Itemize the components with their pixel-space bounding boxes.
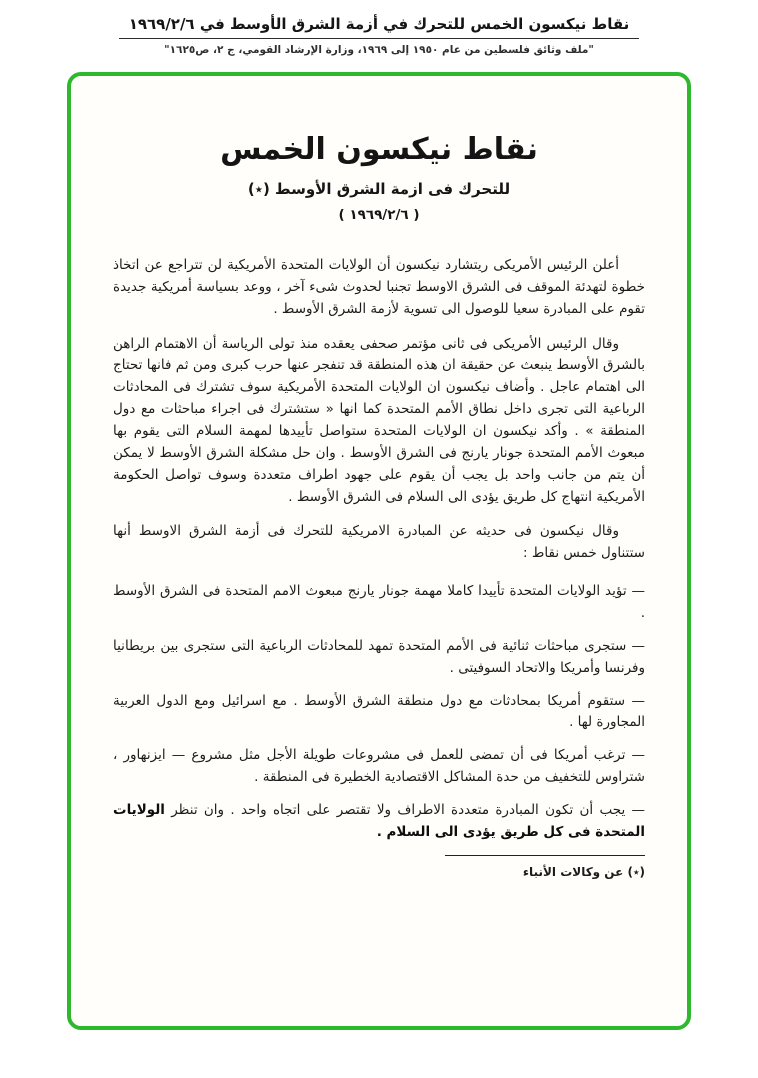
- document-title: نقاط نيكسون الخمس: [220, 132, 538, 167]
- document-frame: [67, 72, 691, 1030]
- document-date: ( ١٩٦٩/٢/٦ ): [338, 207, 420, 223]
- footnote-separator-line: [445, 855, 645, 856]
- closing-bold-line: الولايات المتحدة فى كل طريق يؤدى الى السلام .: [113, 802, 645, 840]
- point-item-1: — تؤيد الولايات المتحدة تأييدا كاملا مهمة جونار يارنج مبعوث الامم المتحدة فى الشرق الأوسط .: [113, 583, 645, 622]
- footnote: [113, 855, 645, 882]
- paragraph-press-conference: وقال الرئيس الأمريكى فى ثانى مؤتمر صحفى يعقده منذ تولى الرياسة أن الاهتمام الراهن بالشرق الأوسط ينبعث عن حقيقة ان هذه المنطقة قد تنفجر عنها حرب كبرى ومن ثم فانها تحتاج الى اهتمام عاجل . وأضاف نيكسون ان الولايات المتحدة الأمريكية سوف تشترك فى المحادثات الرباعية التى تجرى داخل نطاق الأمم المتحدة كما انها « ستشترك فى اجراء مباحثات مع دول المنطقة » . وأكد نيكسون ان الولايات المتحدة ستواصل تأييدها لمهمة السلام التى يقوم بها مبعوث الأمم المتحدة جونار يارنج فى الشرق الأوسط . وان حل مشكلة الشرق الأوسط لا يمكن أن يتم من جانب واحد بل يجب أن يقوم على جهود اطراف متعددة وسوف تواصل الحكومة الأمريكية انتهاج كل طريق يؤدى الى السلام فى الشرق الأوسط .: [113, 335, 645, 505]
- page-header-citation: "ملف وثائق فلسطين من عام ١٩٥٠ إلى ١٩٦٩، وزارة الإرشاد القومي، ج ٢، ص١٦٢٥": [164, 44, 594, 56]
- point-item-2: — ستجرى مباحثات ثنائية فى الأمم المتحدة تمهد للمحادثات الرباعية التى ستجرى بين بريطانيا وفرنسا وأمريكا والاتحاد السوفيتى .: [113, 637, 645, 676]
- point-item-5-text: — يجب أن تكون المبادرة متعددة الاطراف ولا تقتصر على اتجاه واحد . وان تنظر: [171, 802, 645, 819]
- page-header-title: نقاط نيكسون الخمس للتحرك في أزمة الشرق الأوسط في ١٩٦٩/٢/٦: [119, 15, 640, 39]
- page-header: [0, 0, 758, 56]
- document-body: [113, 255, 645, 882]
- footnote-text: (٭) عن وكالات الأنباء: [522, 864, 645, 879]
- point-item-3: — ستقوم أمريكا بمحادثات مع دول منطقة الشرق الأوسط . مع اسرائيل ومع الدول العربية المجاورة لها .: [113, 692, 645, 731]
- paragraph-five-points-lead: وقال نيكسون فى حديثه عن المبادرة الامريكية للتحرك فى أزمة الشرق الاوسط أنها ستتناول خمس نقاط :: [113, 523, 645, 562]
- point-item-4: — ترغب أمريكا فى أن تمضى للعمل فى مشروعات طويلة الأجل مثل مشروع — ايزنهاور ، شتراوس للتخفيف من حدة المشاكل الاقتصادية الخطيرة فى المنطقة .: [113, 747, 645, 786]
- document-subtitle: للتحرك فى ازمة الشرق الأوسط (٭): [247, 180, 511, 198]
- paragraph-announcement: أعلن الرئيس الأمريكى ريتشارد نيكسون أن الولايات المتحدة الأمريكية لن تتراجع عن اتخاذ خطوة لتهدئة الموقف فى الشرق الاوسط تجنبا لحدوث شىء آخر ، ووعد بسياسة أمريكية جديدة تقوم على المبادرة سعيا للوصول الى تسوية لأزمة الشرق الأوسط .: [113, 257, 645, 317]
- point-item-5: [113, 800, 645, 844]
